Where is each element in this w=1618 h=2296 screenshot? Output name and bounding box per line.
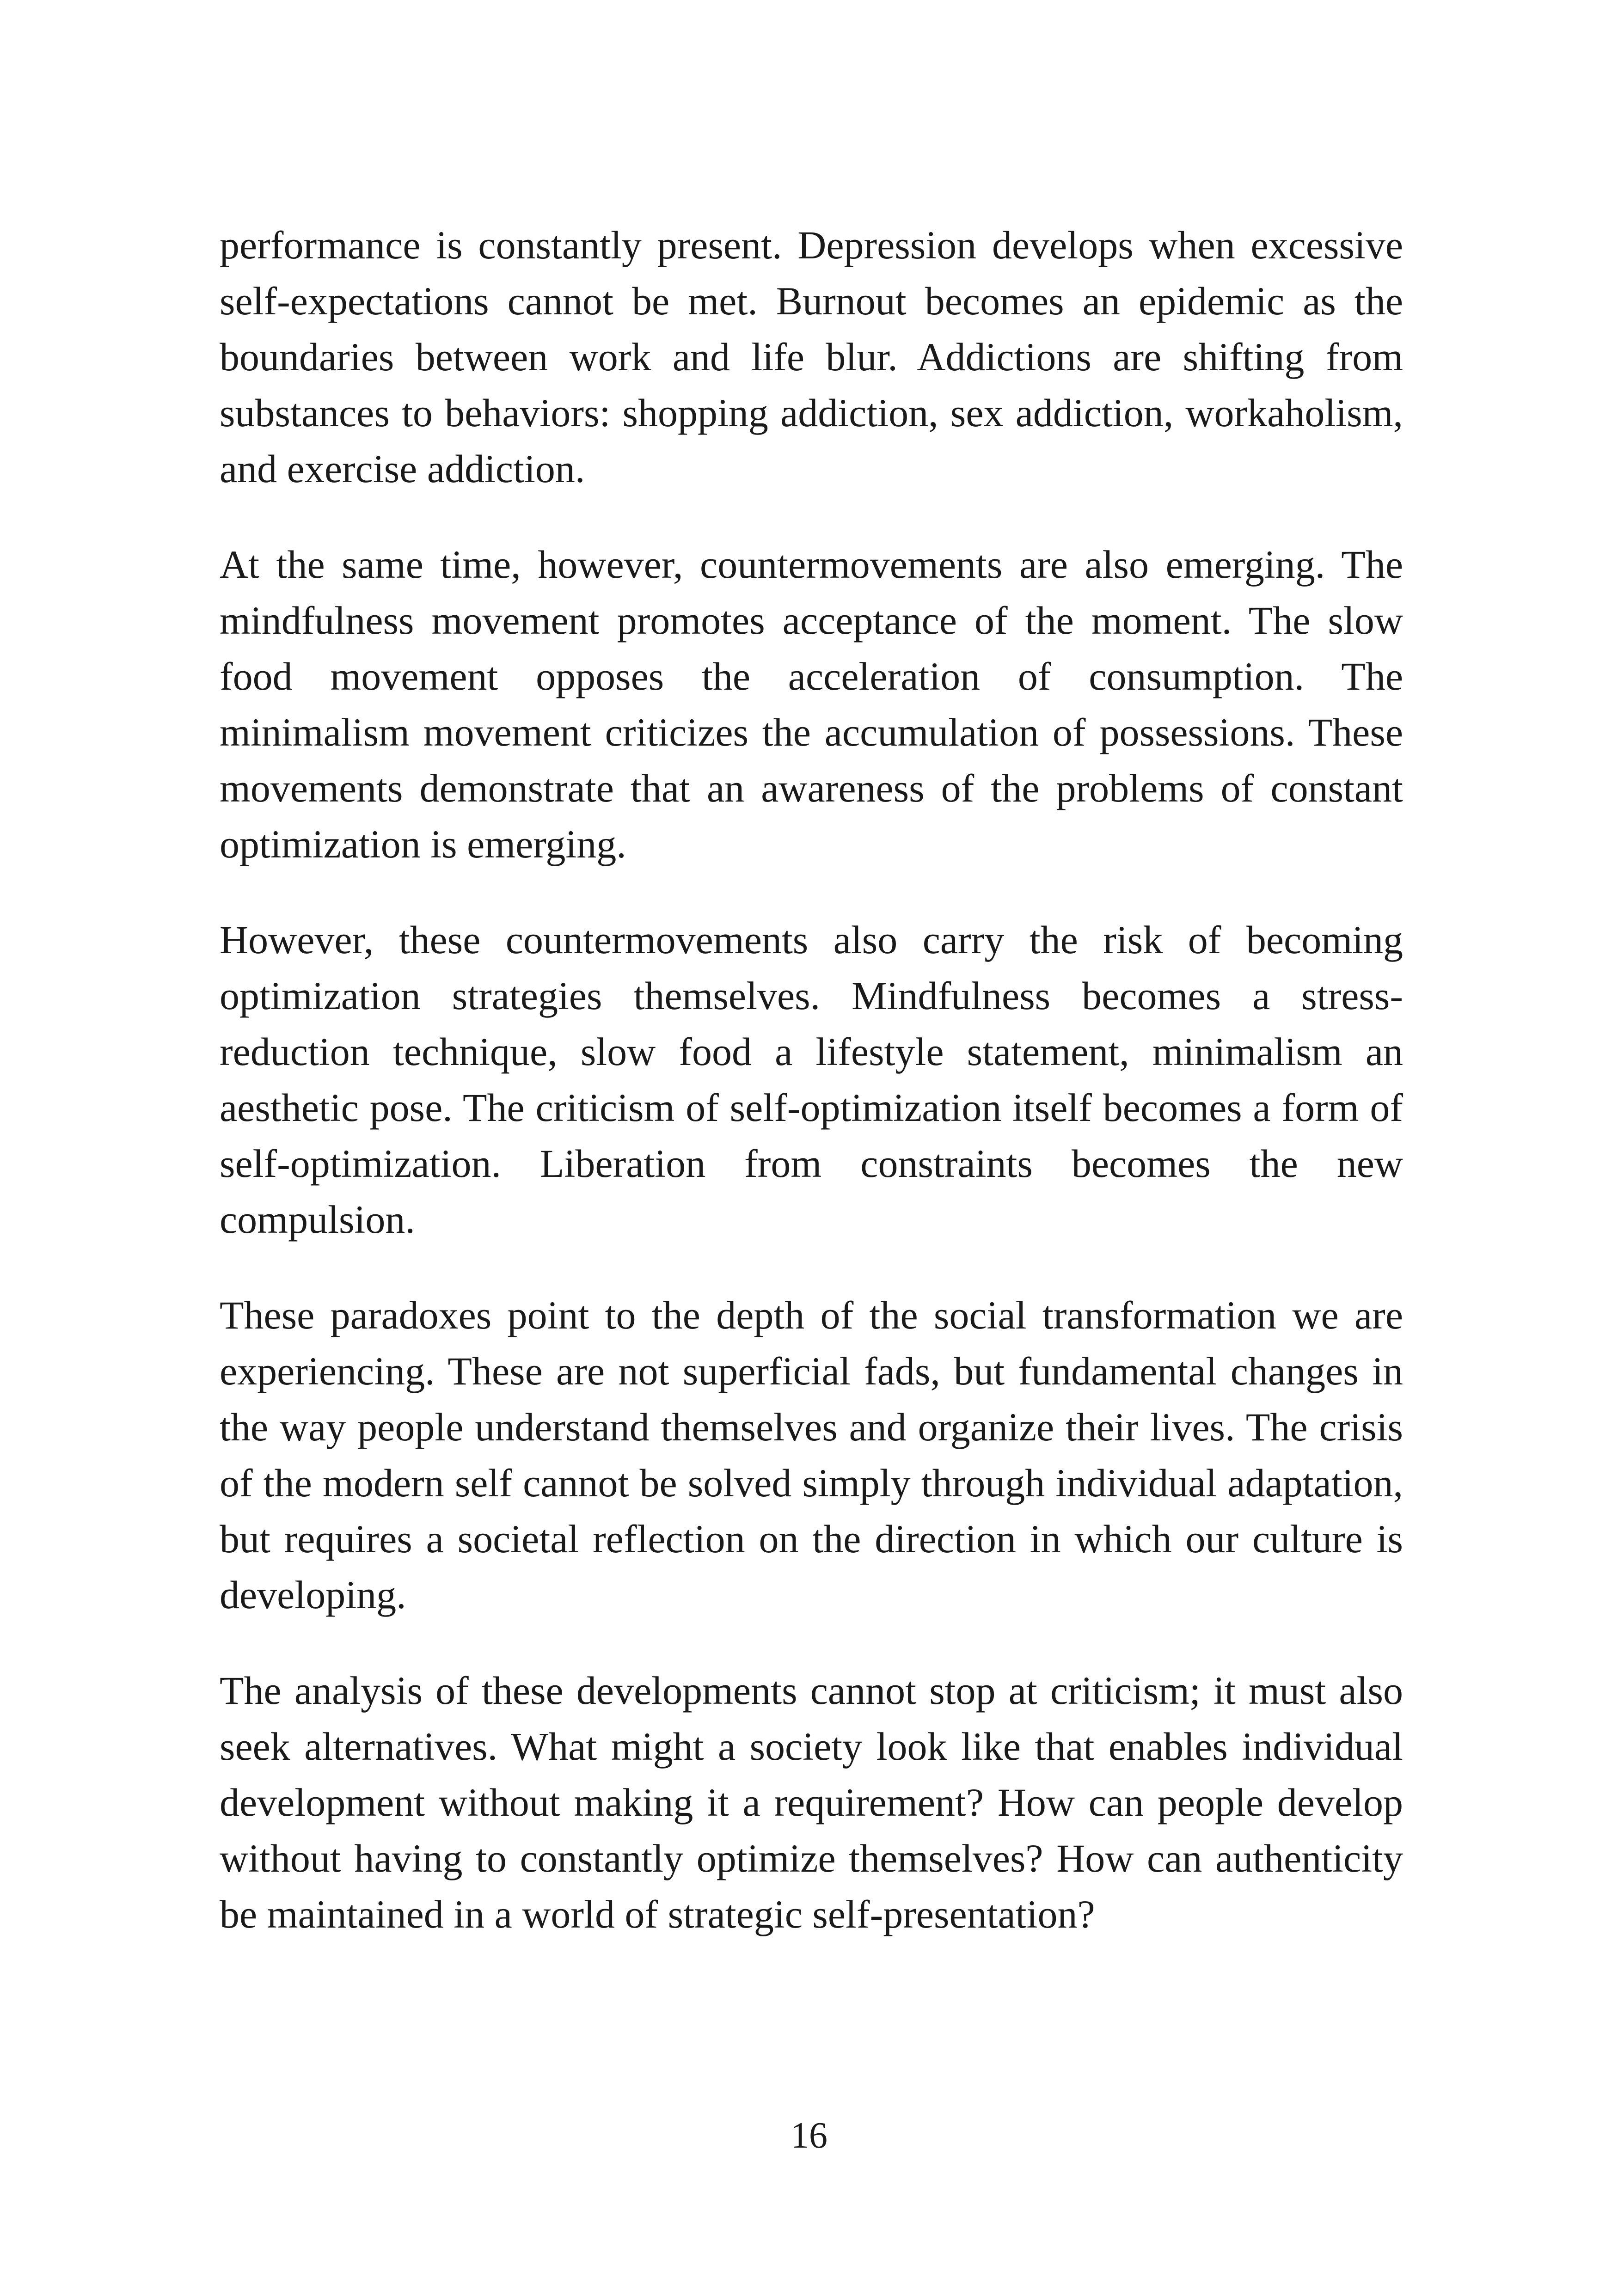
paragraph-4: These paradoxes point to the depth of the social transformation we are experiencing. These are not superficial fads, but fundamental changes in the way people understand themselves and organize their lives. The crisis of the modern self cannot be solved simply through individual adaptation, but requires a societal reflection on the direction in which our culture is developing. xyxy=(220,1293,1403,1617)
paragraph-3: However, these countermovements also carry the risk of becoming optimization strategies themselves. Mindfulness becomes a stress-reduction technique, slow food a lifestyle statement, minimalism an aesthetic pose. The criticism of self-optimization itself becomes a form of self-optimization. Liberation from constraints becomes the new compulsion. xyxy=(220,918,1403,1242)
paragraph-2: At the same time, however, countermovements are also emerging. The mindfulness movement promotes acceptance of the moment. The slow food movement opposes the acceleration of consumption. The minimalism movement criticizes the accumulation of possessions. These movements demonstrate that an awareness of the problems of constant optimization is emerging. xyxy=(220,542,1403,866)
paragraph-5: The analysis of these developments cannot stop at criticism; it must also seek alternatives. What might a society look like that enables individual development without making it a requirement? How can people develop without having to constantly optimize themselves? How can authenticity be maintained in a world of strategic self-presentation? xyxy=(220,1668,1403,1936)
paragraph-1: performance is constantly present. Depression develops when excessive self-expectations cannot be met. Burnout becomes an epidemic as the boundaries between work and life blur. Addictions are shifting from substances to behaviors: shopping addiction, sex addiction, workaholism, and exercise addiction. xyxy=(220,223,1403,491)
body-text xyxy=(220,217,1403,1982)
page-number: 16 xyxy=(791,2115,827,2156)
